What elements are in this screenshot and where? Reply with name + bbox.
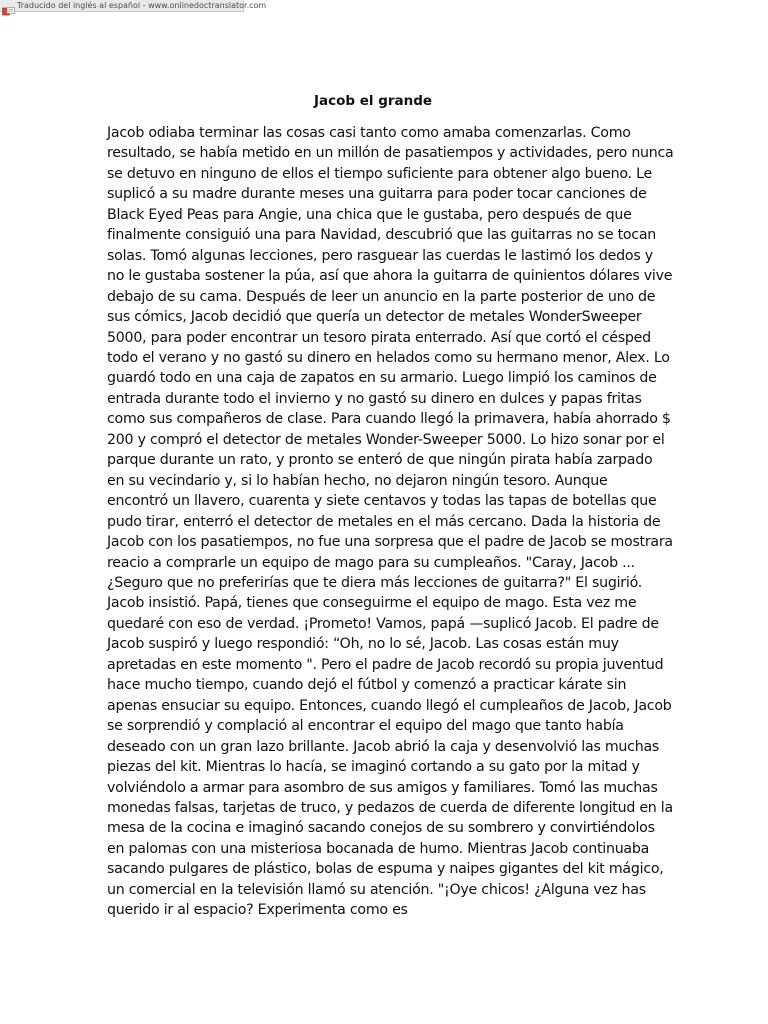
body-line: sacando pulgares de plástico, bolas de espuma y naipes gigantes del kit mágico, (107, 861, 664, 878)
body-line: sus cómics, Jacob decidió que quería un detector de metales WonderSweeper (107, 309, 642, 326)
body-line: mesa de la cocina e imaginó sacando conejos de su sombrero y convirtiéndolos (107, 820, 655, 837)
translator-banner-text[interactable]: Traducido del inglés al español - www.onlinedoctranslator.com (17, 0, 267, 10)
body-line: parque durante un rato, y pronto se enteró de que ningún pirata había zarpado (107, 452, 653, 469)
body-line: querido ir al espacio? Experimenta como es (107, 902, 408, 919)
body-line: todo el verano y no gastó su dinero en helados como su hermano menor, Alex. Lo (107, 349, 670, 366)
body-line: monedas falsas, tarjetas de truco, y pedazos de cuerda de diferente longitud en la (107, 799, 673, 816)
body-line: suplicó a su madre durante meses una guitarra para poder tocar canciones de (107, 186, 647, 203)
body-line: Jacob con los pasatiempos, no fue una sorpresa que el padre de Jacob se mostrara (107, 534, 673, 551)
document-body (107, 123, 673, 921)
body-line: 5000, para poder encontrar un tesoro pirata enterrado. Así que cortó el césped (107, 329, 651, 346)
body-line: pudo tirar, enterró el detector de metales en el más cercano. Dada la historia de (107, 513, 661, 530)
body-line: encontró un llavero, cuarenta y siete centavos y todas las tapas de botellas que (107, 493, 657, 510)
body-line: volviéndolo a armar para asombro de sus amigos y familiares. Tomó las muchas (107, 779, 658, 796)
body-line: ¿Seguro que no preferirías que te diera más lecciones de guitarra?" El sugirió. (107, 574, 643, 591)
body-line: 200 y compró el detector de metales Wonder-Sweeper 5000. Lo hizo sonar por el (107, 431, 665, 448)
body-line: hace mucho tiempo, cuando dejó el fútbol y comenzó a practicar kárate sin (107, 677, 627, 694)
body-line: apenas ensuciar su equipo. Entonces, cuando llegó el cumpleaños de Jacob, Jacob (107, 697, 672, 714)
body-line: solas. Tomó algunas lecciones, pero rasguear las cuerdas le lastimó los dedos y (107, 247, 653, 264)
body-line: Jacob odiaba terminar las cosas casi tanto como amaba comenzarlas. Como (107, 125, 631, 141)
body-line: no le gustaba sostener la púa, así que ahora la guitarra de quinientos dólares vive (107, 268, 673, 285)
body-line: piezas del kit. Mientras lo hacía, se imaginó cortando a su gato por la mitad y (107, 759, 640, 776)
body-line: quedaré con eso de verdad. ¡Prometo! Vamos, papá —suplicó Jacob. El padre de (107, 615, 659, 632)
body-line: deseado con un gran lazo brillante. Jacob abrió la caja y desenvolvió las muchas (107, 738, 660, 755)
body-line: un comercial en la televisión llamó su atención. "¡Oye chicos! ¿Alguna vez has (107, 881, 646, 898)
translator-icon (2, 1, 15, 10)
body-line: Jacob suspiró y luego respondió: “Oh, no lo sé, Jacob. Las cosas están muy (107, 636, 619, 653)
document-title: Jacob el grande (313, 93, 433, 109)
body-line: Black Eyed Peas para Angie, una chica que le gustaba, pero después de que (107, 206, 632, 223)
body-line: reacio a comprarle un equipo de mago para su cumpleaños. "Caray, Jacob ... (107, 554, 635, 571)
body-line: se sorprendió y complació al encontrar el equipo del mago que tanto había (107, 718, 624, 735)
body-line: guardó todo en una caja de zapatos en su armario. Luego limpió los caminos de (107, 370, 657, 387)
body-line: como sus compañeros de clase. Para cuando llegó la primavera, había ahorrado $ (107, 411, 671, 428)
body-line: entrada durante todo el invierno y no gastó su dinero en dulces y papas fritas (107, 390, 642, 407)
body-line: en su vecindario y, si lo habían hecho, no dejaron ningún tesoro. Aunque (107, 472, 608, 489)
body-line: finalmente consiguió una para Navidad, descubrió que las guitarras no se tocan (107, 227, 657, 244)
body-line: Jacob insistió. Papá, tienes que conseguirme el equipo de mago. Esta vez me (107, 595, 637, 612)
body-line: debajo de su cama. Después de leer un anuncio en la parte posterior de uno de (107, 288, 656, 305)
body-line: en palomas con una misteriosa bocanada de humo. Mientras Jacob continuaba (107, 840, 650, 857)
body-line: resultado, se había metido en un millón de pasatiempos y actividades, pero nunca (107, 145, 674, 162)
body-line: apretadas en este momento ". Pero el padre de Jacob recordó su propia juventud (107, 656, 664, 673)
body-line: se detuvo en ninguno de ellos el tiempo suficiente para obtener algo bueno. Le (107, 165, 652, 182)
translator-banner[interactable] (0, 0, 267, 12)
